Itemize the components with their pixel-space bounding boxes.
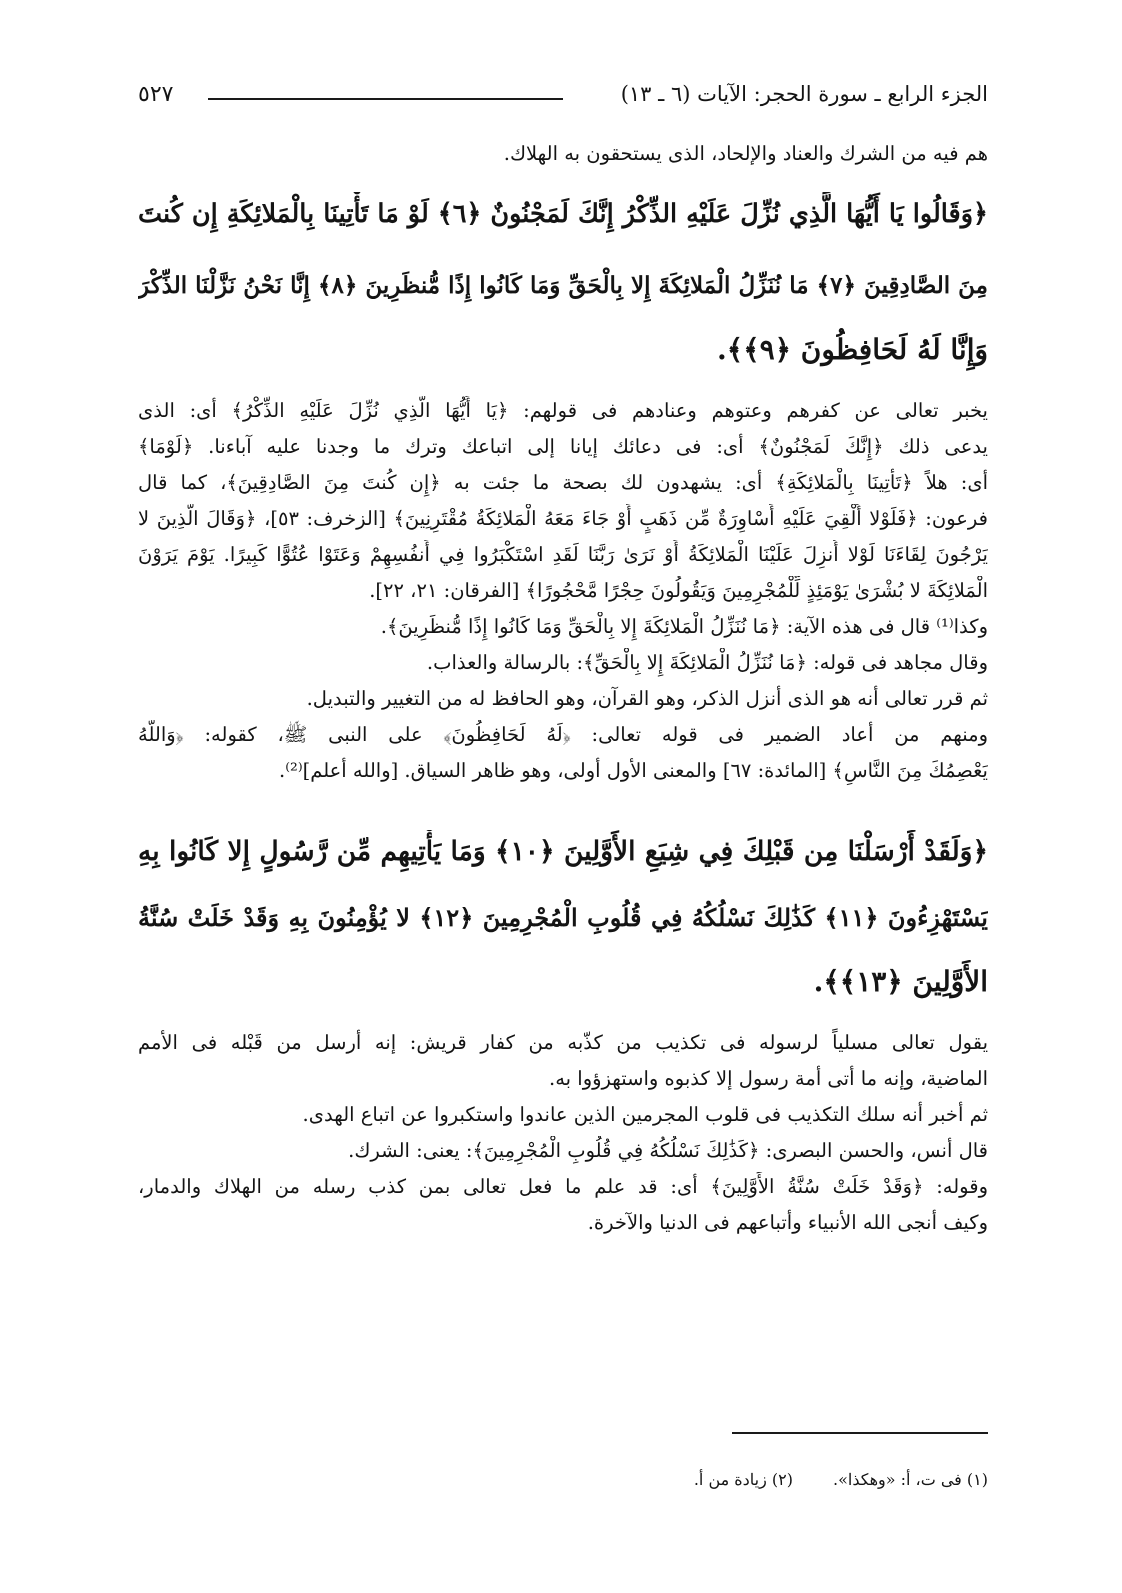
quran-verse-line: يَسْتَهْزِءُونَ ﴿١١﴾ كَذَٰلِكَ نَسْلُكُهُ فِي قُلُوبِ الْمُجْرِمِينَ ﴿١٢﴾ لا يُؤْمِنُونَ بِهِ وَقَدْ خَلَتْ سُنَّةُ <box>138 903 988 932</box>
footnotes <box>694 1470 988 1489</box>
footnote-1: (١) فى ت، أ: «وهكذا». <box>833 1470 988 1489</box>
prose-line: يَعْصِمُكَ مِنَ النَّاسِ﴾ [المائدة: ٦٧] والمعنى الأول أولى، وهو ظاهر السياق. [والله أعلم]⁽²⁾. <box>279 759 988 782</box>
quran-verse-line: ﴿وَلَقَدْ أَرْسَلْنَا مِن قَبْلِكَ فِي شِيَعِ الأَوَّلِينَ ﴿١٠﴾ وَمَا يَأْتِيهِم مِّن رَّسُولٍ إِلا كَانُوا بِهِ <box>138 836 988 867</box>
prose-line: هم فيه من الشرك والعناد والإلحاد، الذى يستحقون به الهلاك. <box>503 142 988 165</box>
quran-verse-line: وَإِنَّا لَهُ لَحَافِظُونَ ﴿٩﴾﴾. <box>717 333 988 366</box>
footnote-2: (٢) زيادة من أ. <box>693 1470 794 1489</box>
page-number: ٥٢٧ <box>138 82 174 107</box>
prose-line: ثم قرر تعالى أنه هو الذى أنزل الذكر، وهو القرآن، وهو الحافظ له من التغيير والتبديل. <box>306 687 988 710</box>
prose-line: يدعى ذلك ﴿إِنَّكَ لَمَجْنُونٌ﴾ أى: فى دعائك إيانا إلى اتباعك وترك ما وجدنا عليه آباءنا. ﴿لَوْمَا﴾ <box>138 435 988 458</box>
prose-line: يقول تعالى مسلياً لرسوله فى تكذيب من كذّبه من كفار قريش: إنه أرسل من قَبْله فى الأمم <box>138 1031 988 1054</box>
prose-line: ثم أخبر أنه سلك التكذيب فى قلوب المجرمين الذين عاندوا واستكبروا عن اتباع الهدى. <box>302 1103 988 1126</box>
prose-line: وكذا⁽¹⁾ قال فى هذه الآية: ﴿مَا نُنَزِّلُ الْمَلائِكَةَ إِلا بِالْحَقِّ وَمَا كَانُوا إِذًا مُّنظَرِينَ﴾. <box>380 615 988 638</box>
prose-line: الماضية، وإنه ما أتى أمة رسول إلا كذبوه واستهزؤوا به. <box>549 1067 988 1090</box>
running-header <box>138 76 988 116</box>
quran-verse-line: مِنَ الصَّادِقِينَ ﴿٧﴾ مَا نُنَزِّلُ الْمَلائِكَةَ إِلا بِالْحَقِّ وَمَا كَانُوا إِذًا مُّنظَرِينَ ﴿٨﴾ إِنَّا نَحْنُ نَزَّلْنَا الذِّكْرَ <box>138 272 988 299</box>
prose-line: ومنهم من أعاد الضمير فى قوله تعالى: ﴿لَهُ لَحَافِظُونَ﴾ على النبى ﷺ، كقوله: ﴿وَاللَّهُ <box>138 723 988 746</box>
quran-verse-line: الأَوَّلِينَ ﴿١٣﴾﴾. <box>813 965 988 998</box>
prose-line: قال أنس، والحسن البصرى: ﴿كَذَٰلِكَ نَسْلُكُهُ فِي قُلُوبِ الْمُجْرِمِينَ﴾: يعنى: الشرك. <box>348 1139 988 1162</box>
prose-line: أى: هلاً ﴿تَأْتِينَا بِالْمَلائِكَةِ﴾ أى: يشهدون لك بصحة ما جئت به ﴿إِن كُنتَ مِنَ الصَّادِقِينَ﴾، كما قال <box>138 471 988 494</box>
footnote-rule <box>732 1432 988 1434</box>
quran-verse-line: ﴿وَقَالُوا يَا أَيُّهَا الَّذِي نُزِّلَ عَلَيْهِ الذِّكْرُ إِنَّكَ لَمَجْنُونٌ ﴿٦﴾ لَوْ مَا تَأْتِينَا بِالْمَلائِكَةِ إِن كُنتَ <box>138 199 988 229</box>
prose-line: الْمَلائِكَةَ لا بُشْرَىٰ يَوْمَئِذٍ لِّلْمُجْرِمِينَ وَيَقُولُونَ حِجْرًا مَّحْجُورًا﴾ [الفرقان: ٢١، ٢٢]. <box>369 579 988 602</box>
header-title: الجزء الرابع ـ سورة الحجر: الآيات (٦ ـ ١٣) <box>620 82 988 106</box>
header-rule <box>208 98 563 100</box>
prose-line: يَرْجُونَ لِقَاءَنَا لَوْلا أُنزِلَ عَلَيْنَا الْمَلائِكَةُ أَوْ نَرَىٰ رَبَّنَا لَقَدِ اسْتَكْبَرُوا فِي أَنفُسِهِمْ وَعَتَوْا عُتُوًّا كَبِيرًا. يَوْمَ يَرَوْنَ <box>138 543 988 566</box>
prose-line: وقوله: ﴿وَقَدْ خَلَتْ سُنَّةُ الأَوَّلِينَ﴾ أى: قد علم ما فعل تعالى بمن كذب رسله من الهلاك والدمار، <box>138 1175 988 1198</box>
prose-line: فرعون: ﴿فَلَوْلا أُلْقِيَ عَلَيْهِ أَسْاوِرَةٌ مِّن ذَهَبٍ أَوْ جَاءَ مَعَهُ الْمَلائِكَةُ مُقْتَرِنِينَ﴾ [الزخرف: ٥٣]، ﴿وَقَالَ الَّذِينَ لا <box>138 507 988 530</box>
prose-line: وكيف أنجى الله الأنبياء وأتباعهم فى الدنيا والآخرة. <box>587 1211 988 1234</box>
prose-line: يخبر تعالى عن كفرهم وعتوهم وعنادهم فى قولهم: ﴿يَا أَيُّهَا الَّذِي نُزِّلَ عَلَيْهِ الذِّكْرُ﴾ أى: الذى <box>138 399 988 422</box>
prose-line: وقال مجاهد فى قوله: ﴿مَا نُنَزِّلُ الْمَلائِكَةَ إِلا بِالْحَقِّ﴾: بالرسالة والعذاب. <box>426 651 988 674</box>
